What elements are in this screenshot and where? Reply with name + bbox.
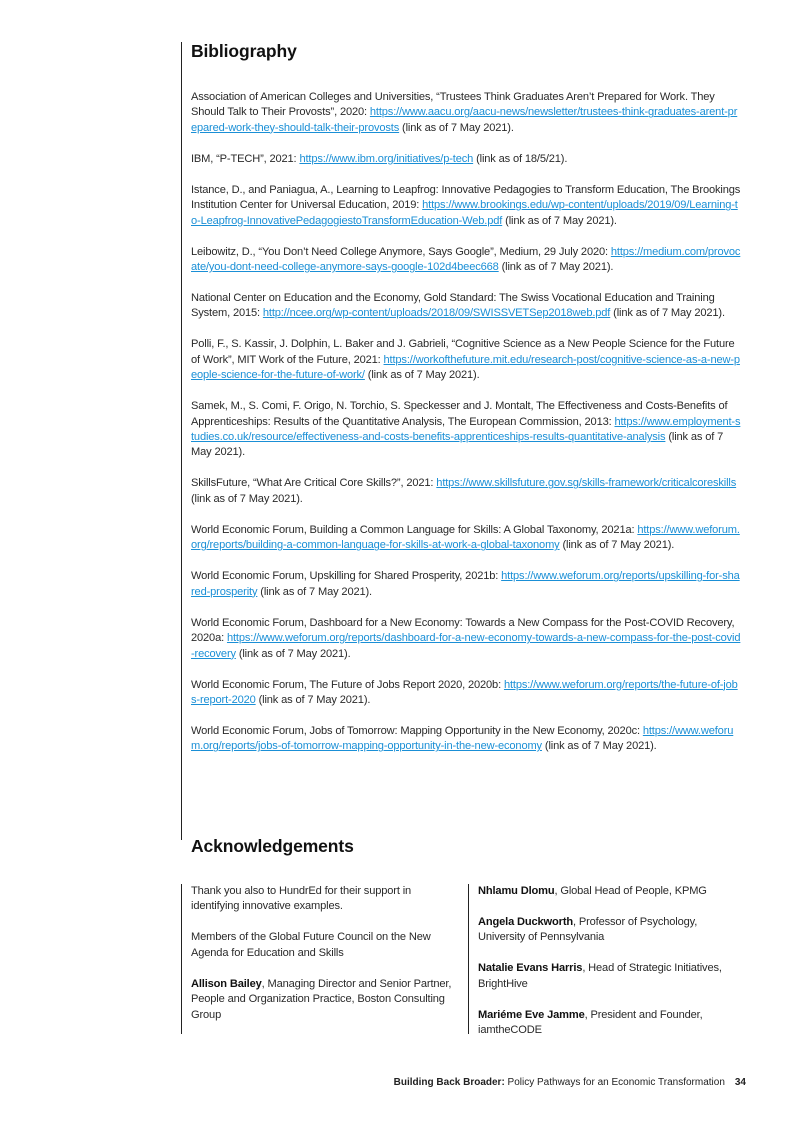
bib-link[interactable]: https://www.ibm.org/initiatives/p-tech: [299, 152, 474, 165]
bib-text: World Economic Forum, Upskilling for Shared Prosperity, 2021b:: [191, 570, 502, 583]
acknowledgements-heading: Acknowledgements: [191, 836, 354, 856]
ack-person-name: Nhlamu Dlomu: [478, 885, 555, 897]
bib-suffix: (link as of 18/5/21).: [473, 152, 568, 165]
bib-suffix: (link as of 7 May 2021).: [235, 647, 351, 660]
ack-column-divider: [468, 884, 469, 1034]
bib-entry: [191, 245, 743, 276]
bib-text: Association of American Colleges and Universities, “Trustees Think Graduates Aren’t Prepared for Work. They Should Talk to Their Provosts”, 2020:: [191, 91, 715, 119]
bib-link[interactable]: https://www.employment-studies.co.uk/resource/effectiveness-and-costs-benefits-apprenticeships-results-quantitative-analysis: [191, 415, 741, 444]
bib-link[interactable]: http://ncee.org/wp-content/uploads/2018/09/SWISSVETSep2018web.pdf: [262, 307, 611, 320]
ack-left-column: [191, 884, 459, 1039]
bib-text: National Center on Education and the Economy, Gold Standard: The Swiss Vocational Education and Training System, 2015:: [191, 292, 715, 320]
bib-link[interactable]: https://www.brookings.edu/wp-content/uploads/2019/09/Learning-to-Leapfrog-InnovativePedagogiestoTransformEducation-Web.pdf: [191, 199, 738, 227]
footer-title-bold: Building Back Broader:: [393, 1077, 505, 1088]
bib-suffix: (link as of 7 May 2021).: [399, 121, 514, 134]
ack-person-name: Mariéme Eve Jamme: [478, 1008, 585, 1021]
ack-council: Members of the Global Future Council on the New Agenda for Education and Skills: [191, 931, 431, 959]
ack-person-name: Allison Bailey: [191, 977, 262, 990]
bib-text: SkillsFuture, “What Are Critical Core Skills?”, 2021:: [191, 477, 437, 490]
bib-suffix: (link as of 7 May 2021).: [255, 693, 371, 706]
bibliography-heading: Bibliography: [191, 41, 297, 61]
bibliography-list: [191, 90, 743, 770]
bib-text: Polli, F., S. Kassir, J. Dolphin, L. Baker and J. Gabrieli, “Cognitive Science as a New People Science for the Future of Work”, MIT Work of the Future, 2021:: [191, 338, 735, 366]
bib-suffix: (link as of 7 May 2021).: [498, 261, 614, 274]
ack-person: [478, 884, 746, 899]
acknowledgements-section: [191, 836, 743, 857]
bib-entry: [191, 291, 743, 322]
bib-link[interactable]: https://www.aacu.org/aacu-news/newsletter/trustees-think-graduates-arent-prepared-work-they-should-talk-their-provosts: [191, 106, 738, 134]
bib-suffix: (link as of 7 May 2021).: [364, 369, 480, 382]
bib-text: World Economic Forum, The Future of Jobs Report 2020, 2020b:: [191, 678, 504, 691]
ack-person-role: , Managing Director and Senior Partner, People and Organization Practice, Boston Consulting Group: [191, 977, 452, 1021]
footer-title-rest: Policy Pathways for an Economic Transformation: [504, 1077, 725, 1088]
bib-entry: [191, 724, 743, 755]
bib-entry: [191, 337, 743, 383]
ack-person-name: Angela Duckworth: [478, 916, 573, 928]
ack-right-column: [478, 884, 746, 1054]
bib-entry: [191, 678, 743, 709]
bib-entry: [191, 90, 743, 136]
bib-text: World Economic Forum, Dashboard for a New Economy: Towards a New Compass for the Post-COVID Recovery, 2020a:: [191, 616, 735, 645]
bib-text: IBM, “P-TECH”, 2021:: [191, 152, 300, 165]
bib-entry: [191, 183, 743, 229]
ack-left-rule: [181, 884, 182, 1034]
ack-person: [478, 915, 746, 946]
ack-person: [478, 961, 746, 992]
bib-link[interactable]: https://www.weforum.org/reports/the-future-of-jobs-report-2020: [191, 678, 738, 706]
bib-entry: [191, 569, 743, 600]
bib-suffix: (link as of 7 May 2021).: [257, 585, 372, 598]
left-rule: [181, 42, 182, 840]
page-footer: [394, 1077, 746, 1088]
bib-link[interactable]: https://medium.com/provocate/you-dont-need-college-anymore-says-google-102d4beec668: [191, 245, 741, 274]
ack-person-role: , Head of Strategic Initiatives, BrightHive: [478, 962, 722, 990]
bib-text: World Economic Forum, Jobs of Tomorrow: Mapping Opportunity in the New Economy, 2020c:: [191, 724, 643, 737]
bib-suffix: (link as of 7 May 2021).: [559, 539, 675, 552]
bib-suffix: (link as of 7 May 2021).: [191, 431, 724, 459]
ack-person-role: , President and Founder, iamtheCODE: [478, 1008, 703, 1037]
ack-person-name: Natalie Evans Harris: [478, 962, 583, 975]
bib-text: World Economic Forum, Building a Common Language for Skills: A Global Taxonomy, 2021a:: [191, 523, 638, 536]
bib-entry: [191, 399, 743, 461]
ack-person: [478, 1008, 746, 1039]
ack-intro: Thank you also to HundrEd for their support in identifying innovative examples.: [191, 885, 412, 913]
bib-suffix: (link as of 7 May 2021).: [191, 492, 303, 505]
bib-link[interactable]: https://www.skillsfuture.gov.sg/skills-framework/criticalcoreskills: [436, 477, 737, 490]
bib-suffix: (link as of 7 May 2021).: [610, 307, 725, 320]
bib-link[interactable]: https://www.weforum.org/reports/upskilling-for-shared-prosperity: [191, 570, 740, 598]
bib-text: Samek, M., S. Comi, F. Origo, N. Torchio, S. Speckesser and J. Montalt, The Effectiveness and Costs-Benefits of Apprenticeships: Results of the Quantitative Analysis, The European Commission, 2013:: [191, 400, 728, 428]
bib-link[interactable]: https://workofthefuture.mit.edu/research-post/cognitive-science-as-a-new-people-science-for-the-future-of-work/: [191, 353, 740, 382]
bib-link[interactable]: https://www.weforum.org/reports/building-a-common-language-for-skills-at-work-a-global-taxonomy: [191, 523, 740, 552]
bib-text: Leibowitz, D., “You Don’t Need College Anymore, Says Google”, Medium, 29 July 2020:: [191, 245, 611, 258]
bib-text: Istance, D., and Paniagua, A., Learning to Leapfrog: Innovative Pedagogies to Transform Education, The Brookings Institution Center for Universal Education, 2019:: [191, 183, 741, 212]
bib-entry: [191, 523, 743, 554]
bib-entry: [191, 476, 743, 507]
bib-link[interactable]: https://www.weforum.org/reports/dashboard-for-a-new-economy-towards-a-new-compass-for-the-post-covid-recovery: [191, 632, 741, 660]
ack-person: [191, 977, 459, 1023]
bib-entry: [191, 152, 743, 167]
bib-suffix: (link as of 7 May 2021).: [541, 740, 657, 753]
bib-suffix: (link as of 7 May 2021).: [502, 214, 617, 227]
bib-link[interactable]: https://www.weforum.org/reports/jobs-of-tomorrow-mapping-opportunity-in-the-new-economy: [191, 724, 734, 753]
bib-entry: [191, 616, 743, 662]
bibliography-section: [191, 41, 743, 62]
page-number: 34: [734, 1077, 746, 1088]
ack-person-role: , Global Head of People, KPMG: [554, 885, 707, 897]
ack-person-role: , Professor of Psychology, University of Pennsylvania: [478, 916, 698, 944]
